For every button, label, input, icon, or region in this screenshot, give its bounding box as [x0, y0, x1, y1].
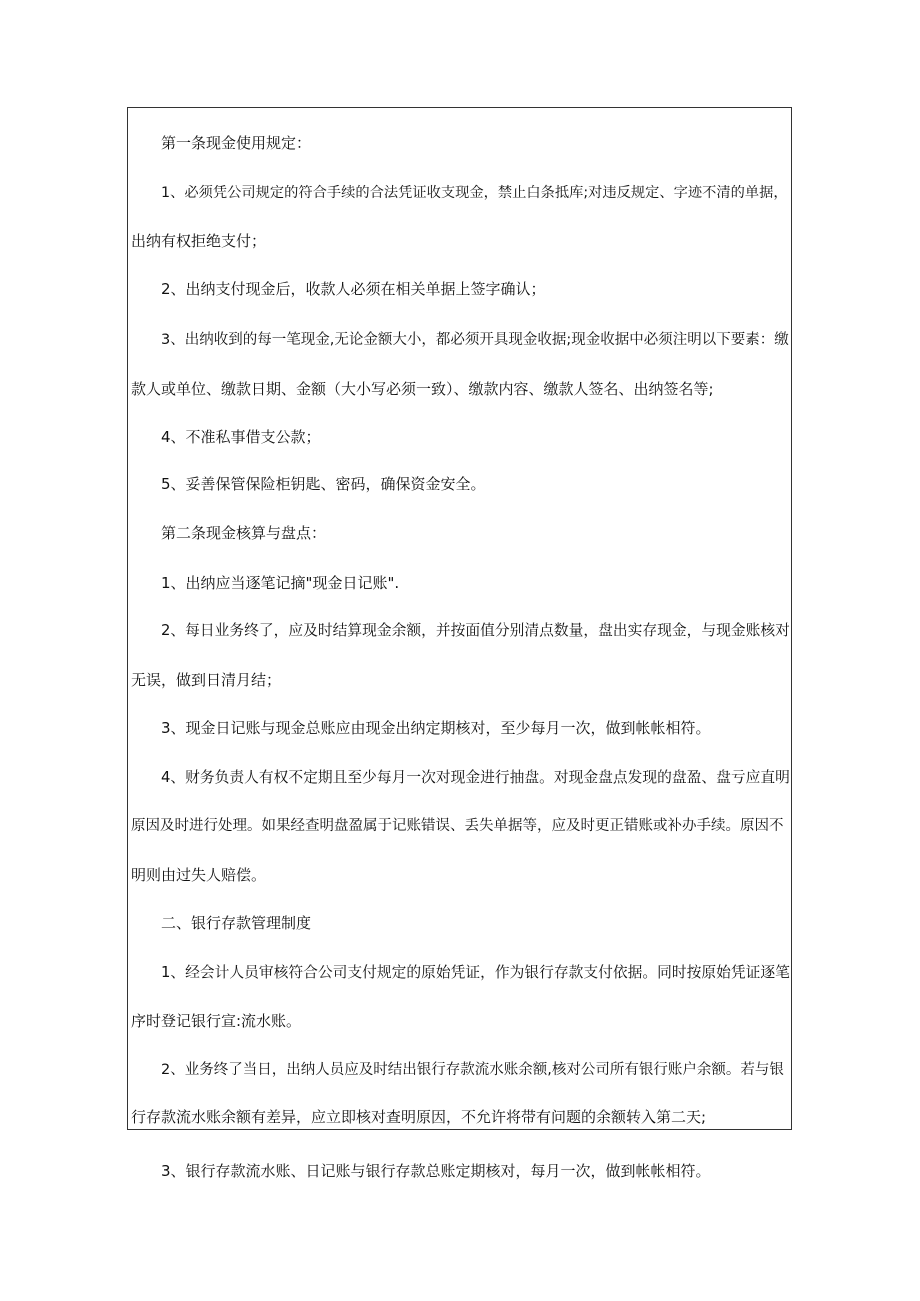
rule-line: 1、出纳应当逐笔记摘"现金日记账". — [161, 574, 400, 592]
rule-line: 3、出纳收到的每一笔现金,无论金额大小，都必须开具现金收据;现金收据中必须注明以下要素：缴 — [161, 332, 789, 348]
heading-cash-accounting: 第二条现金核算与盘点： — [161, 524, 327, 542]
rule-line: 4、不准私事借支公款； — [161, 428, 321, 446]
rule-line: 2、业务终了当日，出纳人员应及时结出银行存款流水账余额,核对公司所有银行账户余额。若与银 — [161, 1062, 784, 1078]
rule-line: 无误，做到日清月结； — [131, 671, 282, 689]
rule-line: 2、出纳支付现金后，收款人必须在相关单据上签字确认； — [161, 280, 546, 298]
rule-line: 3、现金日记账与现金总账应由现金出纳定期核对，至少每月一次，做到帐帐相符。 — [161, 719, 711, 737]
rule-line: 4、财务负责人有权不定期且至少每月一次对现金进行抽盘。对现金盘点发现的盘盈、盘亏应直明 — [161, 769, 790, 786]
heading-bank-deposit: 二、银行存款管理制度 — [161, 914, 312, 932]
rule-line: 1、经会计人员审核符合公司支付规定的原始凭证，作为银行存款支付依据。同时按原始凭证逐笔 — [161, 964, 790, 981]
rule-line: 行存款流水账余额有差异，应立即核对查明原因，不允许将带有问题的余额转入第二天; — [131, 1108, 707, 1126]
rule-line: 1、必须凭公司规定的符合手续的合法凭证收支现金，禁止白条抵库;对违反规定、字迹不清的单据， — [161, 185, 788, 201]
rule-line: 2、每日业务终了，应及时结算现金余额，并按面值分别清点数量，盘出实存现金，与现金账核对 — [161, 622, 790, 639]
rule-line: 5、妥善保管保险柜钥匙、密码，确保资金安全。 — [161, 475, 486, 493]
heading-cash-usage: 第一条现金使用规定： — [161, 134, 312, 152]
rule-line: 序时登记银行宣:流水账。 — [131, 1012, 302, 1030]
rule-line: 明则由过失人赔偿。 — [131, 866, 267, 884]
rule-line: 款人或单位、缴款日期、金额（大小写必须一致）、缴款内容、缴款人签名、出纳签名等; — [131, 380, 714, 398]
rule-line: 原因及时进行处理。如果经查明盘盈属于记账错误、丢失单据等，应及时更正错账或补办手续。原因不 — [131, 818, 784, 834]
rule-line: 3、银行存款流水账、日记账与银行存款总账定期核对，每月一次，做到帐帐相符。 — [161, 1162, 711, 1180]
rule-line: 出纳有权拒绝支付； — [131, 232, 267, 250]
